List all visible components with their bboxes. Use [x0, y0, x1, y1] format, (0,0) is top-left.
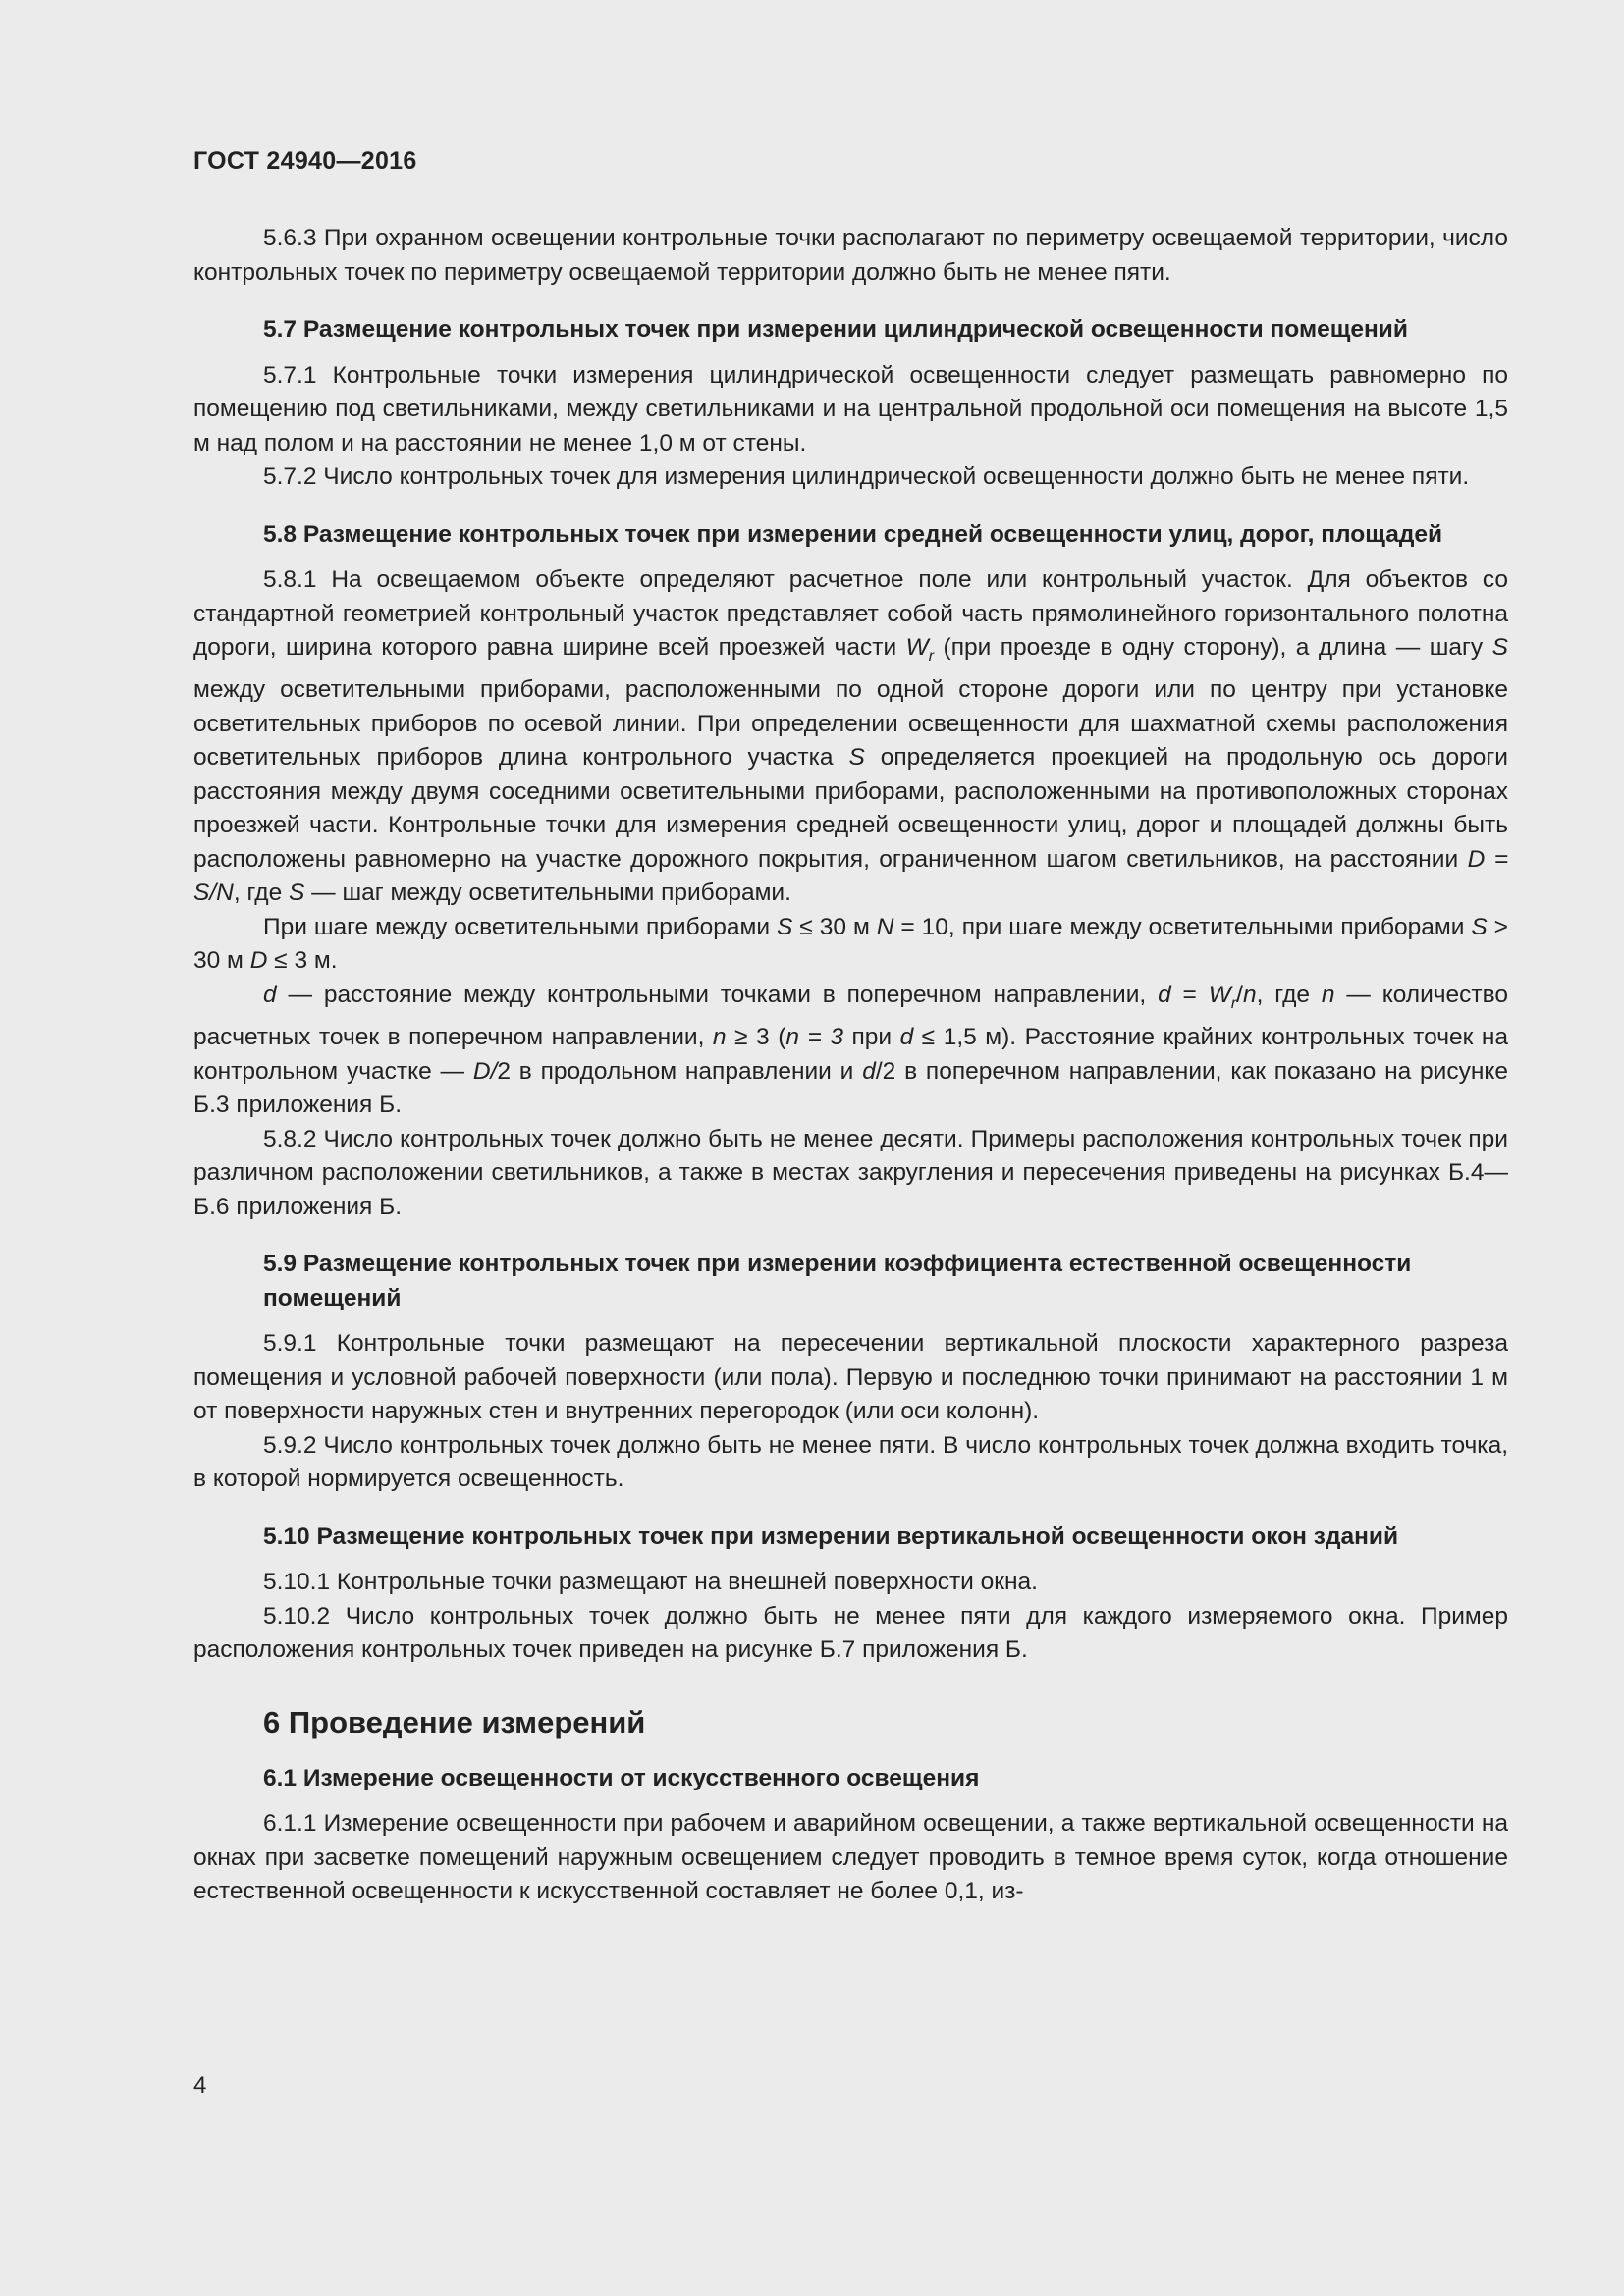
page-number: 4 — [193, 2072, 207, 2099]
heading-5-7: 5.7 Размещение контрольных точек при измерении цилиндрической освещенности помещений — [263, 316, 1408, 343]
paragraph-5-7-2: 5.7.2 Число контрольных точек для измерения цилиндрической освещенности должно быть не менее пяти. — [263, 463, 1470, 490]
document-body — [193, 222, 1508, 1909]
paragraph-5-8-1: 5.8.1 На освещаемом объекте определяют расчетное поле или контрольный участок. Для объектов со стандартной геометрией контрольный участок представляет собой часть прямолинейного горизонтального полотна дороги, ширина которого равна ширине всей проезжей части $W_r$ (при проезде в одну сторону), а длина — шагу S между осветительными приборами, расположенными по одной стороне дороги или по центру при установке осветительных приборов по осевой линии. При определении освещенности для шахматной схемы расположения осветительных приборов длина контрольного участка S определяется проекцией на продольную ось дороги расстояния между двумя соседними осветительными приборами, расположенными на противоположных сторонах проезжей части. Контрольные точки для измерения средней освещенности улиц, дорог и площадей должны быть расположены равномерно на участке дорожного покрытия, ограниченном шагом светильников, на расстоянии D = S/N, где S — шаг между осветительными приборами. — [193, 566, 1508, 907]
paragraph-5-8-2: 5.8.2 Число контрольных точек должно быть не менее десяти. Примеры расположения контрольных точек при различном расположении светильников, а также в местах закругления и пересечения приведены на рисунках Б.4—Б.6 приложения Б. — [193, 1125, 1508, 1220]
paragraph-5-10-1: 5.10.1 Контрольные точки размещают на внешней поверхности окна. — [263, 1569, 1038, 1596]
paragraph-distance-d: d — расстояние между контрольными точками в поперечном направлении, $d = W_r/n$, где n — количество расчетных точек в поперечном направлении, n ≥ 3 (n = 3 при d ≤ 1,5 м). Расстояние крайних контрольных точек на контрольном участке — D/2 в продольном направлении и d/2 в поперечном направлении, как показано на рисунке Б.3 приложения Б. — [193, 981, 1509, 1119]
paragraph-5-10-2: 5.10.2 Число контрольных точек должно быть не менее пяти для каждого измеряемого окна. Пример расположения контрольных точек приведен на рисунке Б.7 приложения Б. — [193, 1602, 1508, 1664]
paragraph-5-9-1: 5.9.1 Контрольные точки размещают на пересечении вертикальной плоскости характерного разреза помещения и условной рабочей поверхности (или пола). Первую и последнюю точки принимают на расстоянии 1 м от поверхности наружных стен и внутренних перегородок (или оси колонн). — [193, 1330, 1508, 1425]
heading-5-10: 5.10 Размещение контрольных точек при измерении вертикальной освещенности окон зданий — [263, 1522, 1399, 1550]
heading-5-8: 5.8 Размещение контрольных точек при измерении средней освещенности улиц, дорог, площадей — [263, 520, 1443, 548]
heading-5-9: 5.9 Размещение контрольных точек при измерении коэффициента естественной освещенности помещений — [263, 1251, 1412, 1311]
heading-6-1: 6.1 Измерение освещенности от искусственного освещения — [263, 1764, 980, 1791]
heading-section-6: 6 Проведение измерений — [263, 1704, 646, 1739]
paragraph-5-7-1: 5.7.1 Контрольные точки измерения цилиндрической освещенности следует размещать равномерно по помещению под светильниками, между светильниками и на центральной продольной оси помещения на высоте 1,5 м над полом и на расстоянии не менее 1,0 м от стены. — [193, 361, 1508, 456]
paragraph-6-1-1: 6.1.1 Измерение освещенности при рабочем и аварийном освещении, а также вертикальной освещенности на окнах при засветке помещений наружным освещением следует проводить в темное время суток, когда отношение естественной освещенности к искусственной составляет не более 0,1, из- — [193, 1810, 1508, 1905]
paragraph-step: При шаге между осветительными приборами S ≤ 30 м N = 10, при шаге между осветительными приборами S > 30 м D ≤ 3 м. — [193, 913, 1508, 975]
paragraph-5-6-3: 5.6.3 При охранном освещении контрольные точки располагают по периметру освещаемой территории, число контрольных точек по периметру освещаемой территории должно быть не менее пяти. — [193, 225, 1508, 286]
paragraph-5-9-2: 5.9.2 Число контрольных точек должно быть не менее пяти. В число контрольных точек должна входить точка, в которой нормируется освещенность. — [193, 1431, 1508, 1493]
document-header: ГОСТ 24940—2016 — [193, 147, 417, 175]
